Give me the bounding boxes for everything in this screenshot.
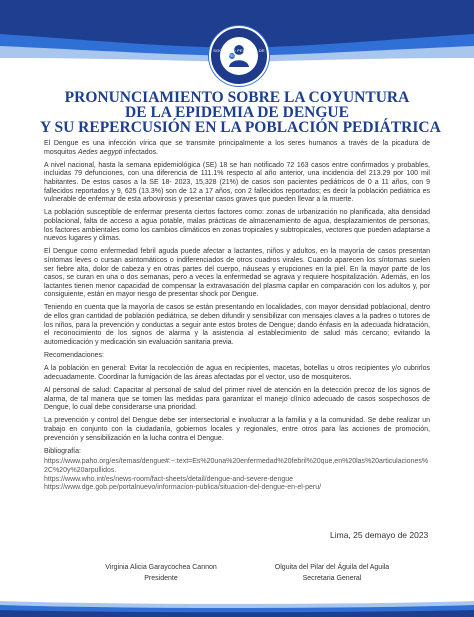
bibliography-link[interactable]: https://www.paho.org/es/temas/dengue#:~:text=Es%20una%20enfermedad%20febril%20que,en%20las%20articulaciones%2C%20y%20arpullidos. [44,458,429,474]
signatory-name: Virginia Alicia Garaycochea Cannon [105,564,217,571]
society-logo [209,26,269,86]
document-title [40,89,441,136]
paragraph-statistics: A nivel nacional, hasta la semana epidemiológica (SE) 18 se han notificado 72 163 casos entre confirmados y probables, incluidas 79 defunciones, con una diferencia de 111.1% respecto al año anterior, una incidencia del 213.29 por 100 mil habitantes. De estos casos a la SE 18- 2023, 15,328 (21%) de casos son pacientes pediátricos de 0 a 11 años, con 9 fallecidos reportados y 9, 625 (13.3%) son de 12 a 17 años, con 2 fallecidos reportados; es decir la población pediátrica es vulnerable de enfermar de esta arbovirosis y presentar casos graves que pueden llevar a la muerte. [44,161,430,204]
paragraph-communication: Teniendo en cuenta que la mayoría de casos se están presentando en localidades, con mayor densidad poblacional, dentro de ellos gran cantidad de población pediátrica, se deben difundir y sensibilizar con mensajes claves a la padres o tutores de los niños, para la prevención y conductas a seguir ante estos brotes de Dengue; dando énfasis en la adecuada hidratación, el reconocimiento de los signos de alarma y la asistencia al establecimiento de salud más cercano; evitando la automedicación y medicación sin evaluación sanitaria previa. [44,304,430,346]
document-date: Lima, 25 demayo de 2023 [330,530,429,540]
title-line-3: Y SU REPERCUSIÓN EN LA POBLACIÓN PEDIÁTRICA [40,119,441,136]
logo-ring-text: SOCIEDAD PERUANA DE PEDIATRÍA [213,48,265,58]
bibliography-link[interactable]: https://www.dge.gob.pe/portalnuevo/informacion-publica/situacion-del-dengue-en-el-peru/ [44,484,322,492]
title-line-1: PRONUNCIAMIENTO SOBRE LA COYUNTURA [64,89,410,106]
paragraph-conclusion: La prevención y control del Dengue debe ser intersectorial e involucrar a la familia y a la comunidad. Se debe realizar un trabajo en conjunto con la ciudadanía, gobiernos locales y regionales, entre otros para las acciones de promoción, prevención y sensibilización en la lucha contra el Dengue. [44,417,430,442]
recommendation-health-staff: Al personal de salud: Capacitar al personal de salud del primer nivel de atención en la detección precoz de los signos de alarma, de tal manera que se tomen las medidas para garantizar el manejo clínico adecuado de casos sospechosos de Dengue, lo cual debe considerarse una prioridad. [44,387,430,412]
title-line-2: DE LA EPIDEMIA DE DENGUE [125,104,349,121]
paragraph-intro: El Dengue es una infección vírica que se transmite principalmente a los seres humanos a través de la picadura de mosquitos Aedes aegypti infectados. [44,140,430,156]
footer-wave-decoration [0,597,474,617]
recommendation-population: A la población en general: Evitar la recolección de agua en recipientes, macetas, botellas u otros recipientes y/o cubrirlos adecuadamente. Coordinar la fumigación de las áreas afectadas por el vector, uso de mosquiteros. [44,365,430,381]
bibliography-heading: Bibliografía: [44,447,81,455]
bibliography-link[interactable]: https://www.who.int/es/news-room/fact-sheets/detail/dengue-and-severe-dengue [44,475,294,483]
bibliography-list [44,458,430,492]
paragraph-risk-factors: La población susceptible de enfermar presenta ciertos factores como: zonas de urbanización no planificada, alta densidad poblacional, falta de acceso a agua potable, malas prácticas de almacenamiento de agua, desplazamientos de personas, los factores ambientales como los cambios climáticos en zonas tropicales y subtropicales, vectores que pueden adaptarse a nuevos lugares y climas. [44,209,430,243]
document-body [44,140,430,493]
signatory-role: Presidente [144,575,178,582]
signatory-name: Olguita del Pilar del Águila del Aguila [274,564,390,571]
signature-block-president [86,562,236,584]
species-name: Aedes aegypti [77,148,123,156]
paragraph-clinical: El Dengue como enfermedad febril aguda puede afectar a lactantes, niños y adultos, en la mayoría de casos presentan síntomas leves o cursan asintomáticos o indiferenciados de otros cuadros virales. Cuando aparecen los síntomas suelen ser fiebre alta, dolor de cabeza y en otras partes del cuerpo, náuseas y erupciones en la piel. En la mayor parte de los casos, se curan en una o dos semanas, pero a veces la enfermedad se agrava y requiere hospitalización. Además, en los lactantes tienen menor capacidad de compensar la extravasación del plasma capilar en comparación con los adultos y, por consiguiente, están en mayor riesgo de presentar shock por Dengue. [44,248,430,299]
signature-block-secretary [252,562,412,584]
signatory-role: Secretaria General [302,575,362,582]
recommendations-heading: Recomendaciones: [44,352,104,360]
